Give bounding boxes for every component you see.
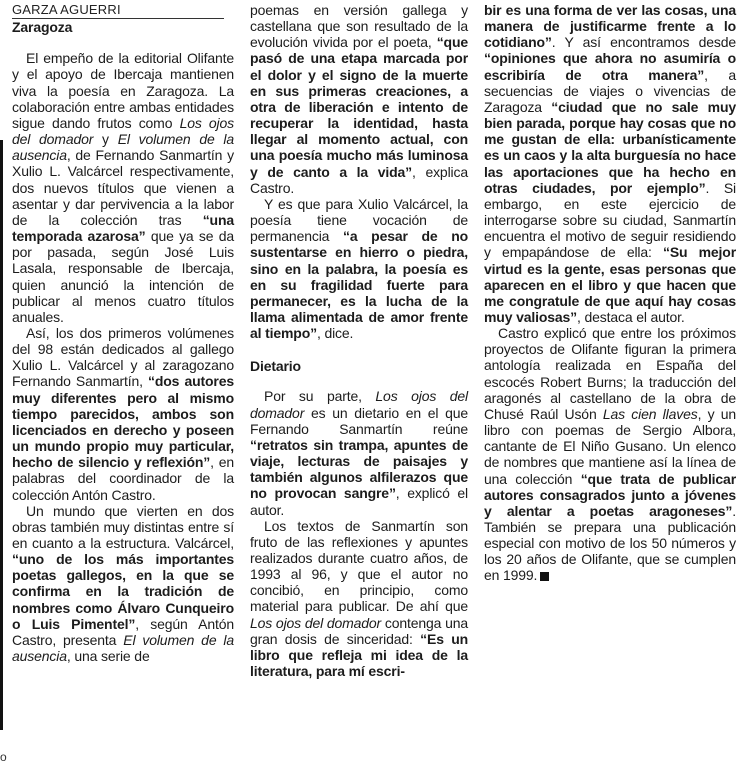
paragraph: Así, los dos primeros volúmenes del 98 están dedicados al gallego Xulio L. Valcárcel y al zaragozano Fernando Sanmartín, “dos autores muy diferentes pero al mismo tiempo parecidos, ambos son licenciados en derecho y poseen un mundo propio muy particular, hecho de silencio y reflexión”, en palabras del coordinador de la colección Antón Castro. <box>12 324 234 503</box>
section-heading: Dietario <box>250 358 301 375</box>
column-1 <box>12 2 234 664</box>
location: Zaragoza <box>12 19 73 36</box>
paragraph: poemas en versión gallega y castellana que son resultado de la evolución vivida por el poeta, “que pasó de una etapa marcada por el dolor y el signo de la muerte en sus primeras creaciones, a otra de liberación e intento de recuperar la identidad, hasta llegar al momento actual, con una poesía mucho más luminosa y de canto a la vida”, explica Castro. <box>250 2 468 196</box>
left-margin-rule <box>0 140 3 730</box>
column-3 <box>484 2 736 584</box>
paragraph: El empeño de la editorial Olifante y el apoyo de Ibercaja mantienen viva la poesía en Zaragoza. La colaboración entre ambas entidades sigue dando frutos como Los ojos del domador y El volumen de la ausencia, de Fernando Sanmartín y Xulio L. Valcárcel respectivamente, dos nuevos títulos que vienen a asentar y dar pervivencia a la labor de la colección tras “una temporada azarosa” que ya se da por pasada, según José Luis Lasala, responsable de Ibercaja, quien anunció la intención de publicar al menos cuatro títulos anuales. <box>12 50 234 325</box>
byline: GARZA AGUERRI <box>12 2 224 19</box>
paragraph: bir es una forma de ver las cosas, una manera de justificarme frente a lo cotidiano”. Y así encontramos desde “opiniones que ahora no asumiría o escribiría de otra manera”, a secuencias de viajes o vivencias de Zaragoza “ciudad que no sale muy bien parada, porque hay cosas que no me gustan de ella: urbanísticamente es un caos y la alta burguesía no hace las aportaciones que ha hecho en otras ciudades, por ejemplo”. Si embargo, en este ejercicio de interrogarse sobre su ciudad, Sanmartín encuentra el motivo de seguir residiendo y empapándose de ella: “Su mejor virtud es la gente, esas personas que aparecen en el libro y que hacen que me congratule de que aquí hay cosas muy valiosas”, destaca el autor. <box>484 2 736 325</box>
paragraph: Los textos de Sanmartín son fruto de las reflexiones y apuntes realizados durante cuatro años, de 1993 al 96, y que el autor no concibió, en principio, como material para publicar. De ahí que Los ojos del domador contenga una gran dosis de sinceridad: “Es un libro que refleja mi idea de la literatura, para mí escri- <box>250 517 469 680</box>
paragraph: Por su parte, Los ojos del domador es un dietario en el que Fernando Sanmartín reúne “retratos sin trampa, apuntes de viaje, lecturas de paisajes y también algunos alfilerazos que no provocan sangre”, explicó el autor. <box>250 388 468 518</box>
paragraph: Un mundo que vierten en dos obras también muy distintas entre sí en cuanto a la estructura. Valcárcel, “uno de los más importantes poetas gallegos, en la que se confirma en la tradición de nombres como Álvaro Cunqueiro o Luis Pimentel”, según Antón Castro, presenta El volumen de la ausencia, una serie de <box>12 502 234 665</box>
end-of-article-mark <box>540 572 549 581</box>
paragraph: Castro explicó que entre los próximos proyectos de Olifante figuran la primera antología realizada en España del escocés Robert Burns; la traducción del aragonés al castellano de la obra de Chusé Raúl Usón Las cien llaves, y un libro con poemas de Sergio Albora, cantante de El Niño Gusano. Un elenco de nombres que mantiene así la línea de una colección “que trata de publicar autores consagrados junto a jóvenes y alentar a poetas aragoneses”. También se prepara una publicación especial con motivo de los 50 números y los 20 años de Olifante, que se cumplen en 1999. <box>484 325 737 584</box>
left-margin-mark: o <box>0 750 7 764</box>
paragraph: Y es que para Xulio Valcárcel, la poesía tiene vocación de permanencia “a pesar de no sustentarse en hierro o piedra, sino en la palabra, la poesía es en su fragilidad fuerte para permanecer, es la lucha de la llama alimentada de amor frente al tiempo”, dice. <box>250 195 468 342</box>
column-2 <box>250 2 468 679</box>
